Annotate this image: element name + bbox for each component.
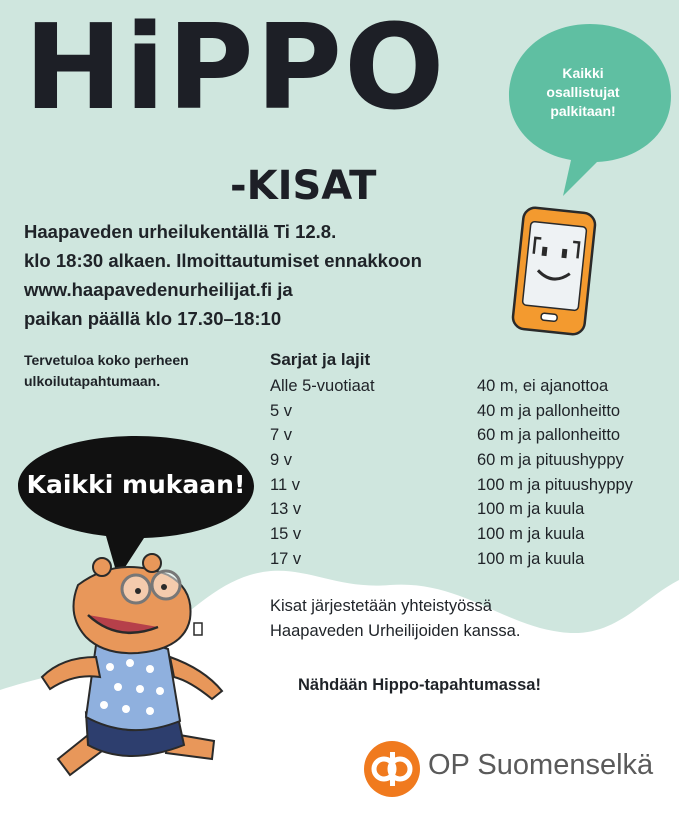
hippo-mascot-icon [18,545,258,785]
green-bubble-line: palkitaan! [550,103,616,119]
green-bubble-line: osallistujat [546,84,620,100]
event-info-line: paikan päällä klo 17.30–18:10 [24,308,282,329]
series-age: 17 v [270,549,302,568]
welcome-text [24,350,254,392]
series-events: 60 m ja pallonheitto [477,426,621,445]
series-row [270,399,670,424]
series-age: Alle 5-vuotiaat [270,377,375,395]
green-bubble-text [518,64,648,121]
series-title: Sarjat ja lajit [270,350,371,369]
cooperation-text [270,594,650,644]
series-row [270,497,670,522]
welcome-line: ulkoilutapahtumaan. [24,373,161,389]
green-bubble-line: Kaikki [562,65,604,81]
series-row [270,473,670,498]
series-row [270,547,670,572]
cooperation-line: Haapaveden Urheilijoiden kanssa. [270,622,521,640]
series-age: 7 v [270,426,293,445]
event-info [24,217,504,333]
series-events: 100 m ja kuula [477,500,585,519]
series-row [270,374,670,399]
series-age: 15 v [270,525,302,544]
series-row [270,448,670,473]
series-age: 5 v [270,401,293,420]
series-row [270,522,670,547]
series-events: 60 m ja pituushyppy [477,451,624,470]
series-table [270,374,670,572]
series-age: 9 v [270,451,293,470]
series-age: 11 v [270,475,300,494]
closing-text: Nähdään Hippo-tapahtumassa! [298,676,541,694]
series-events: 100 m ja kuula [477,525,585,544]
op-logo-icon [363,740,421,798]
series-events: 100 m ja pituushyppy [477,475,633,494]
poster-title: HiPPO [24,0,447,136]
sponsor-name: OP Suomenselkä [428,749,654,781]
cooperation-line: Kisat järjestetään yhteistyössä [270,597,492,615]
event-info-line: Haapaveden urheilukentällä Ti 12.8. [24,221,337,242]
series-age: 13 v [270,500,302,519]
smiling-phone-icon [510,206,598,336]
event-info-line: www.haapavedenurheilijat.fi ja [24,279,293,300]
black-bubble-text: Kaikki mukaan! [26,470,246,499]
series-row [270,423,670,448]
series-events: 40 m, ei ajanottoa [477,377,609,395]
series-events: 40 m ja pallonheitto [477,401,621,420]
series-events: 100 m ja kuula [477,549,585,568]
event-info-line: klo 18:30 alkaen. Ilmoittautumiset ennakkoon [24,250,422,271]
welcome-line: Tervetuloa koko perheen [24,352,189,368]
poster-subtitle: -KISAT [230,163,377,209]
